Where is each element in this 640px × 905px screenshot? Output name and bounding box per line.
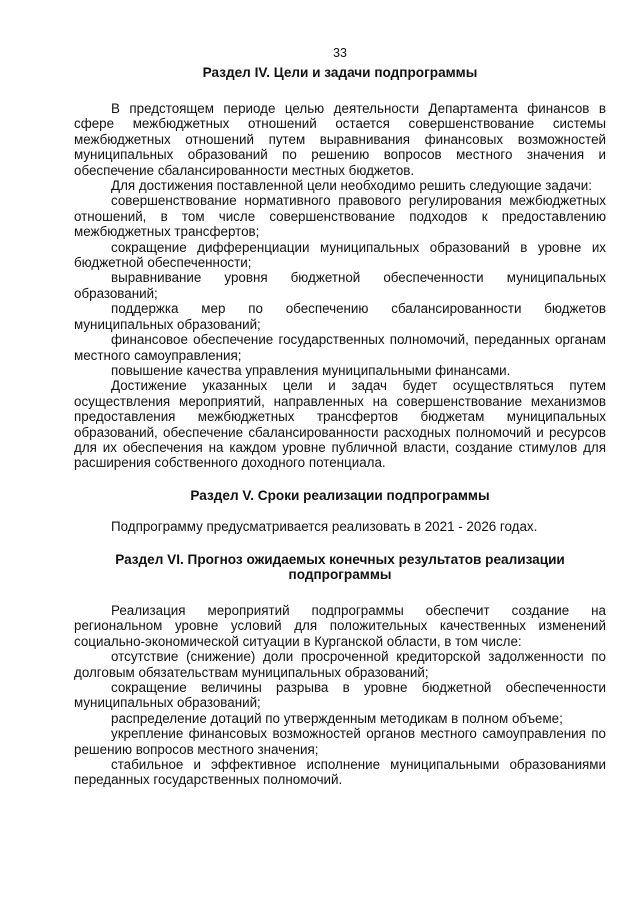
- section-6-result-item: отсутствие (снижение) доли просроченной кредиторской задолженности по долговым обязательствам муниципальных образований;: [74, 649, 606, 680]
- section-6-result-item: сокращение величины разрыва в уровне бюджетной обеспеченности муниципальных образований;: [74, 679, 606, 711]
- section-4-heading: Раздел IV. Цели и задачи подпрограммы: [202, 65, 478, 81]
- section-5-paragraph: Подпрограмму предусматривается реализовать в 2021 - 2026 годах.: [111, 519, 538, 535]
- section-4-paragraph: Для достижения поставленной цели необходимо решить следующие задачи:: [111, 178, 592, 194]
- section-6-result-item: распределение дотаций по утвержденным методикам в полном объеме;: [111, 710, 563, 726]
- section-6-heading-line-1: Раздел VI. Прогноз ожидаемых конечных результатов реализации: [115, 551, 565, 567]
- section-4-task-item: повышение качества управления муниципальными финансами.: [111, 362, 511, 378]
- section-4-paragraph: Достижение указанных цели и задач будет осуществляться путем осуществления мероприятий, направленных на совершенствование механизмов предоставления межбюджетных трансфертов бюджетам муниципальных образований, обеспечение сбалансированности расходных полномочий и ресурсов для их обеспечения на каждом уровне публичной власти, создание стимулов для расширения собственного доходного потенциала.: [74, 378, 606, 471]
- section-4-task-item: сокращение дифференциации муниципальных образований в уровне их бюджетной обеспеченности;: [74, 239, 606, 271]
- section-4-task-item: совершенствование нормативного правового регулирования межбюджетных отношений, в том числе совершенствование подходов к предоставлению межбюджетных трансфертов;: [74, 193, 606, 240]
- section-6-heading-line-2: подпрограммы: [288, 567, 392, 583]
- page-number: 33: [333, 46, 347, 60]
- section-4-task-item: поддержка мер по обеспечению сбалансированности бюджетов муниципальных образований;: [74, 301, 606, 332]
- section-5-heading: Раздел V. Сроки реализации подпрограммы: [190, 487, 490, 503]
- section-6-result-item: стабильное и эффективное исполнение муниципальными образованиями переданных государственных полномочий.: [74, 757, 606, 788]
- section-4-paragraph: В предстоящем периоде целью деятельности Департамента финансов в сфере межбюджетных отношений остается совершенствование системы межбюджетных отношений путем выравнивания финансовых возможностей муниципальных образований по решению вопросов местного значения и обеспечение сбалансированности местных бюджетов.: [74, 101, 606, 178]
- section-6-result-item: укрепление финансовых возможностей органов местного самоуправления по решению вопросов местного значения;: [74, 726, 606, 757]
- section-4-task-item: финансовое обеспечение государственных полномочий, переданных органам местного самоуправления;: [74, 332, 606, 363]
- section-4-task-item: выравнивание уровня бюджетной обеспеченности муниципальных образований;: [74, 270, 606, 301]
- section-6-paragraph: Реализация мероприятий подпрограммы обеспечит создание на региональном уровне условий для положительных качественных изменений социально-экономической ситуации в Курганской области, в том числе:: [74, 602, 606, 649]
